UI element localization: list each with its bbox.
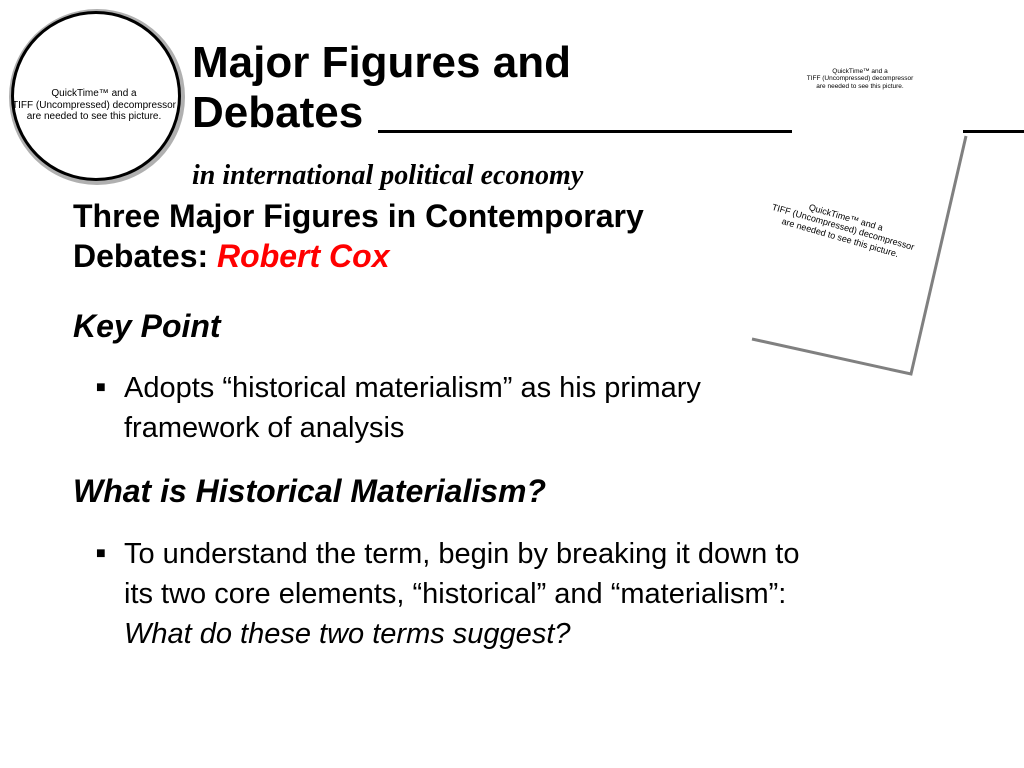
bullet-1-line-1: Adopts “historical materialism” as his primary: [124, 372, 701, 404]
bullet-square-icon: ■: [96, 545, 106, 562]
quicktime-placeholder-rotated: QuickTime™ and a TIFF (Uncompressed) decompressor are needed to see this picture.: [770, 202, 916, 259]
slide-title: [192, 38, 571, 138]
bullet-2-text: [124, 534, 799, 654]
key-point-label: Key Point: [73, 308, 221, 344]
quicktime-placeholder-small: QuickTime™ and a TIFF (Uncompressed) decompressor are needed to see this picture.: [806, 68, 914, 90]
title-line-2: Debates: [192, 88, 364, 137]
heading-line-2: [73, 236, 644, 276]
title-line-1: Major Figures and: [192, 38, 571, 87]
frame-edge: [752, 136, 966, 374]
heading-prefix: Debates:: [73, 238, 218, 274]
heading-name-highlight: Robert Cox: [217, 238, 390, 274]
quicktime-placeholder-text: QuickTime™ and a TIFF (Uncompressed) decompressor are needed to see this picture.: [12, 88, 176, 122]
bullet-1-line-2: framework of analysis: [124, 412, 405, 444]
bullet-2-line-1: To understand the term, begin by breaking it down to: [124, 538, 800, 570]
content-heading: [73, 196, 644, 276]
heading-line-1: Three Major Figures in Contemporary: [73, 198, 644, 234]
question-label: What is Historical Materialism?: [73, 473, 547, 509]
title-underline: [378, 130, 792, 133]
circle-picture-shadow: [9, 9, 185, 185]
bullet-2-line-2: its two core elements, “historical” and “materialism”:: [124, 578, 787, 610]
slide-subtitle: in international political economy: [192, 160, 584, 191]
bullet-1-text: [124, 368, 701, 448]
bullet-square-icon: ■: [96, 379, 106, 396]
circle-picture-placeholder: [11, 11, 181, 181]
bullet-2-line-3: What do these two terms suggest?: [124, 618, 571, 650]
rotated-picture-frame: [740, 120, 980, 390]
